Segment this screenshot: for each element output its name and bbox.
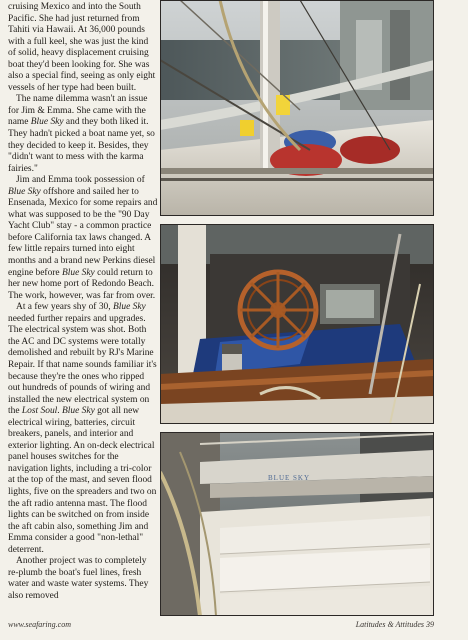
boat-name: Blue Sky [61, 267, 95, 278]
photo-helm-wheel-image [160, 224, 434, 424]
footer-url: www.seafaring.com [8, 620, 71, 629]
footer-magazine [356, 620, 434, 634]
boat-name: Blue Sky [8, 186, 41, 197]
article-paragraph-1: cruising Mexico and into the South Pacific. She had just returned from Tahiti via Hawaii. At 36,000 pounds with a full keel, she was just the kind of solid, heavy displacement cruising boat they'd been looking for. She was also a special find, seeing as only eight vessels of her type had been built. [8, 2, 156, 93]
photo-bow-deck [160, 0, 434, 216]
boat-name: Blue Sky [30, 117, 64, 128]
article-paragraph-3: Jim and Emma took possession of Blue Sky offshore and sailed her to Ensenada, Mexico for some repairs and what was supposed to be the "90 Day Yacht Club" stay - a common practice before California tax laws changed. A few little repairs turned into eight months and a brand new Perkins diesel engine before Blue Sky could return to her new home port of Redondo Beach. The work, however, was far from over. [8, 175, 158, 301]
article-paragraph-4: At a few years shy of 30, Blue Sky needed further repairs and upgrades. The electrical system was shot. Both the AC and DC systems were totally demolished and rebuilt by RJ's Marine Repair. If that name sounds familiar it's because they're the ones who ripped out hundreds of pounds of wiring and installed the new electrical system on the Lost Soul. Blue Sky got all new electrical wiring, batteries, circuit breakers, panels, and interior and exterior lighting. An on-deck electrical panel houses switches for the navigation lights, including a tri-color at the top of the mast, and seven flood lights, five on the spreaders and two on the aft radio antenna mast. The flood lights can be switched on from inside the aft cabin also, something Jim and Emma consider a good "non-lethal" deterrent. [8, 302, 157, 555]
transom-lettering: BLUE SKY [268, 474, 311, 482]
page-number: 39 [426, 620, 434, 629]
photo-aft-deck-image [160, 432, 434, 616]
photo-bow-deck-image [160, 0, 434, 216]
article-paragraph-5: Another project was to completely re-plumb the boat's fuel lines, fresh water and waste water systems. They also removed [8, 556, 149, 601]
boat-name: Blue Sky [62, 406, 95, 417]
photo-helm-wheel [160, 224, 434, 424]
boat-name: Lost Soul [21, 406, 58, 417]
photo-aft-deck [160, 432, 434, 616]
article-paragraph-2: The name dilemma wasn't an issue for Jim & Emma. She came with the name Blue Sky and they both liked it. They hadn't picked a boat name yet, so they decided to keep it. Besides, they "didn't want to mess with the karma fairies." [8, 94, 155, 174]
magazine-name: Latitudes & Attitudes [355, 620, 424, 629]
boat-name: Blue Sky [112, 302, 146, 313]
article-column [8, 2, 158, 614]
